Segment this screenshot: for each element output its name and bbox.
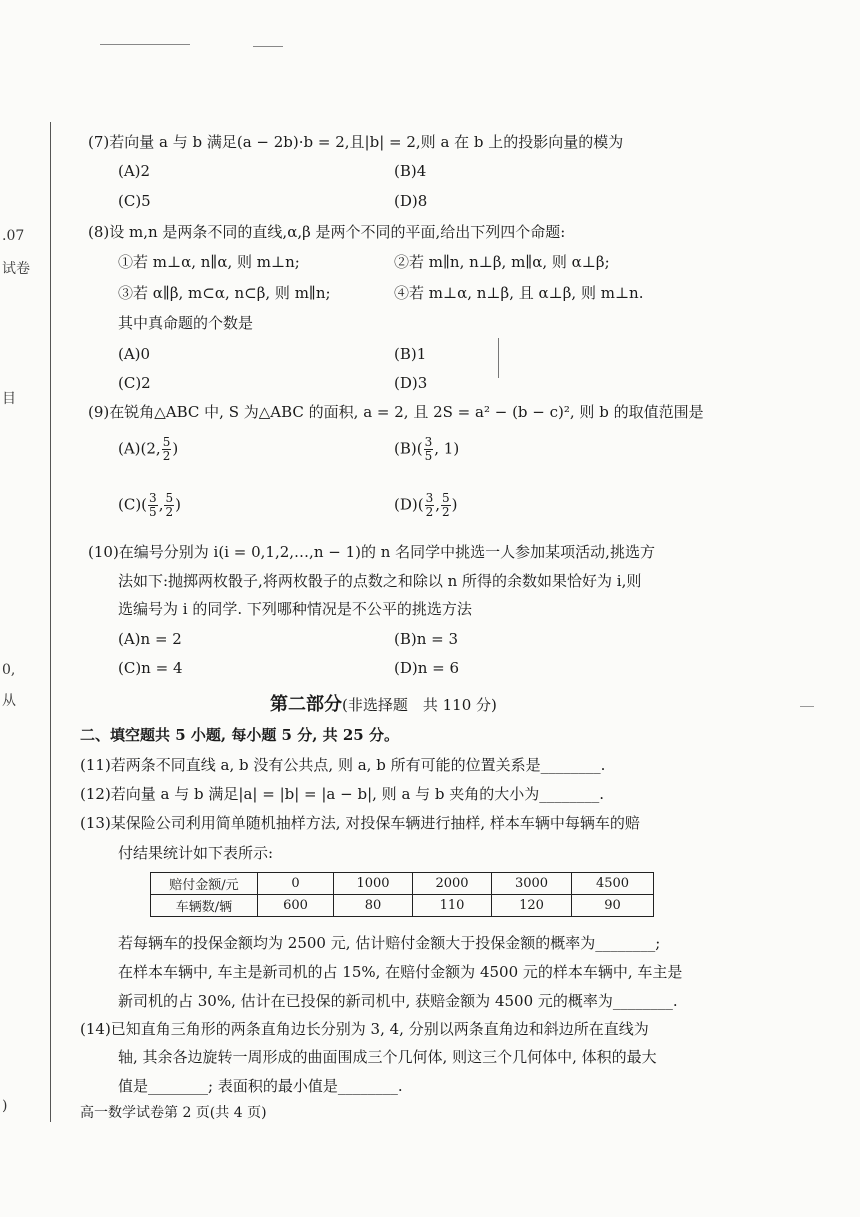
table-cell: 80 [334,895,413,917]
part-two-title: 第二部分 [270,694,342,715]
q13-line-3: 若每辆车的投保金额均为 2500 元, 估计赔付金额大于投保金额的概率为________; [118,934,661,952]
q8-prop-1: ①若 m⊥α, n∥α, 则 m⊥n; [118,253,300,271]
margin-rule [50,122,51,1122]
table-cell: 90 [572,895,654,917]
margin-fragment: 从 [2,693,16,709]
q14-line-2: 轴, 其余各边旋转一周形成的曲面围成三个几何体, 则这三个几何体中, 体积的最大 [118,1048,657,1066]
margin-fragment: .07 [2,228,25,244]
q8-option-c: (C)2 [118,374,151,392]
table-cell: 3000 [492,873,572,895]
part-two-subtitle: (非选择题 共 110 分) [342,696,497,714]
q10-option-b: (B)n = 3 [394,630,459,648]
q7-option-c: (C)5 [118,192,151,210]
table-cell: 120 [492,895,572,917]
q10-option-a: (A)n = 2 [118,630,182,648]
q14-line-1: (14)已知直角三角形的两条直角边长分别为 3, 4, 分别以两条直角边和斜边所在直线为 [80,1020,649,1038]
scan-mark [100,44,190,45]
q9-option-b: (B)( $\frac{3}{5}$ , 1) [394,435,460,463]
scan-mark [253,46,283,47]
q8-option-d: (D)3 [394,374,428,392]
margin-fragment: 0, [2,662,16,678]
table-cell: 2000 [413,873,492,895]
q10-option-d: (D)n = 6 [394,659,460,677]
q13-line-2: 付结果统计如下表所示: [118,844,274,862]
q8-question: 其中真命题的个数是 [118,314,254,332]
part-two-heading [270,690,497,716]
q9-stem: (9)在锐角△ABC 中, S 为△ABC 的面积, a = 2, 且 2S = a² − (b − c)², 则 b 的取值范围是 [88,403,704,421]
scan-mark [800,706,814,707]
q7-option-b: (B)4 [394,162,427,180]
table-cell: 600 [258,895,334,917]
page-footer: 高一数学试卷第 2 页(共 4 页) [80,1105,267,1121]
q8-option-a: (A)0 [118,345,151,363]
q9-option-c: (C)( $\frac{3}{5}$ , $\frac{5}{2}$ ) [118,491,181,519]
q13-line-1: (13)某保险公司利用简单随机抽样方法, 对投保车辆进行抽样, 样本车辆中每辆车的赔 [80,814,640,832]
q13-line-4: 在样本车辆中, 车主是新司机的占 15%, 在赔付金额为 4500 元的样本车辆中, 车主是 [118,963,683,981]
margin-fragment: 目 [2,391,16,407]
q9-option-d: (D)( $\frac{3}{2}$ , $\frac{5}{2}$ ) [394,491,458,519]
margin-fragment: 试卷 [2,261,30,277]
q7-option-a: (A)2 [118,162,151,180]
q7-stem: (7)若向量 a 与 b 满足(a − 2b)·b = 2,且|b| = 2,则 a 在 b 上的投影向量的模为 [88,133,624,151]
table-cell: 4500 [572,873,654,895]
section-heading: 二、填空题共 5 小题, 每小题 5 分, 共 25 分。 [80,726,399,744]
table-cell: 车辆数/辆 [151,895,258,917]
pen-mark [498,338,499,378]
table-cell: 110 [413,895,492,917]
q10-option-c: (C)n = 4 [118,659,183,677]
q10-line-1: (10)在编号分别为 i(i = 0,1,2,…,n − 1)的 n 名同学中挑选一人参加某项活动,挑选方 [88,543,655,561]
q10-line-2: 法如下:抛掷两枚骰子,将两枚骰子的点数之和除以 n 所得的余数如果恰好为 i,则 [118,572,642,590]
table-row [151,895,654,917]
table-cell: 赔付金额/元 [151,873,258,895]
q8-prop-4: ④若 m⊥α, n⊥β, 且 α⊥β, 则 m⊥n. [394,284,644,302]
q14-line-3: 值是________; 表面积的最小值是________. [118,1077,403,1095]
table-cell: 0 [258,873,334,895]
q7-option-d: (D)8 [394,192,428,210]
q10-line-3: 选编号为 i 的同学. 下列哪种情况是不公平的挑选方法 [118,600,472,618]
q11: (11)若两条不同直线 a, b 没有公共点, 则 a, b 所有可能的位置关系是________. [80,756,606,774]
q9-option-a: (A)(2, $\frac{5}{2}$ ) [118,435,179,463]
q8-prop-3: ③若 α∥β, m⊂α, n⊂β, 则 m∥n; [118,284,331,302]
q12: (12)若向量 a 与 b 满足|a| = |b| = |a − b|, 则 a 与 b 夹角的大小为________. [80,785,605,803]
margin-fragment: ) [2,1098,8,1114]
table-cell: 1000 [334,873,413,895]
q8-option-b: (B)1 [394,345,427,363]
q8-prop-2: ②若 m∥n, n⊥β, m∥α, 则 α⊥β; [394,253,610,271]
table-row [151,873,654,895]
q13-line-5: 新司机的占 30%, 估计在已投保的新司机中, 获赔金额为 4500 元的概率为________. [118,992,678,1010]
payout-table [150,872,654,917]
q8-stem: (8)设 m,n 是两条不同的直线,α,β 是两个不同的平面,给出下列四个命题: [88,223,566,241]
